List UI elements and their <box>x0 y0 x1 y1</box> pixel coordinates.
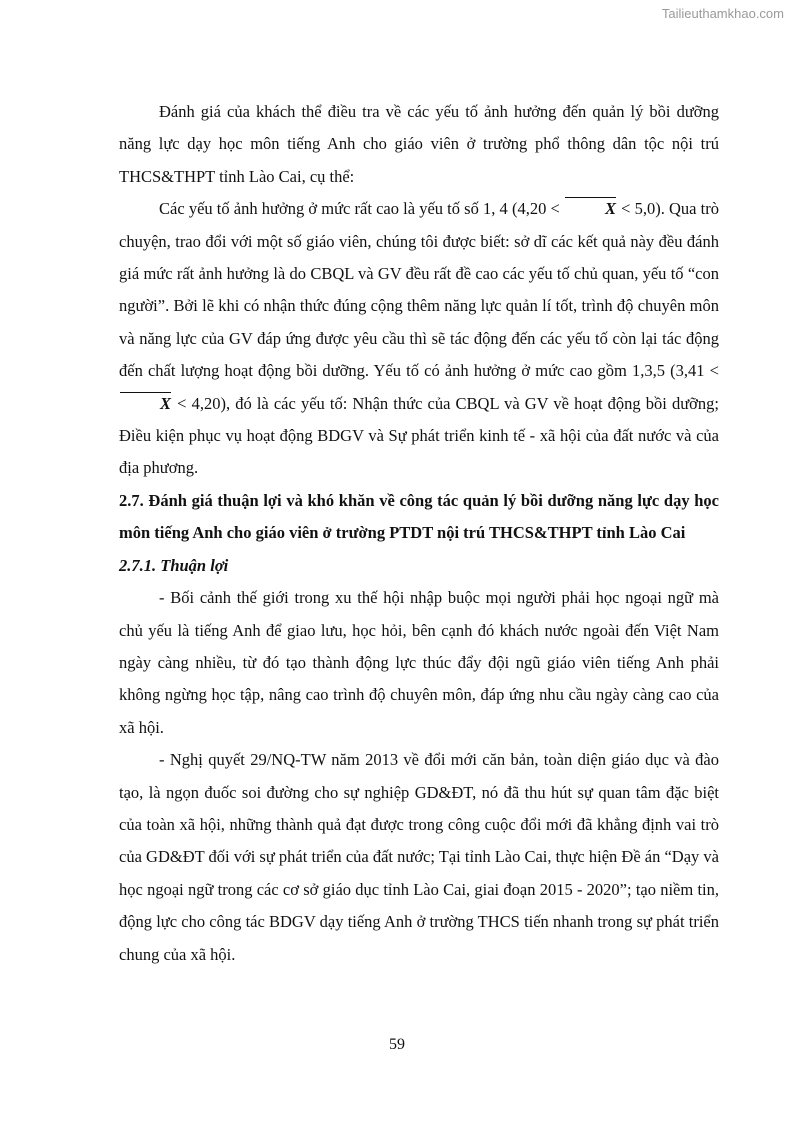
section-heading: 2.7. Đánh giá thuận lợi và khó khăn về công tác quản lý bồi dưỡng năng lực dạy học môn tiếng Anh cho giáo viên ở trường PTDT nội trú THCS&THPT tỉnh Lào Cai <box>119 490 719 543</box>
x-bar-symbol: X <box>564 193 617 225</box>
subsection-heading: 2.7.1. Thuận lợi <box>119 555 229 575</box>
paragraph-intro: Đánh giá của khách thể điều tra về các yếu tố ảnh hưởng đến quản lý bồi dưỡng năng lực dạy học môn tiếng Anh cho giáo viên ở trường phổ thông dân tộc nội trú THCS&THPT tỉnh Lào Cai, cụ thể: <box>119 102 719 186</box>
watermark: Tailieuthamkhao.com <box>661 6 784 21</box>
paragraph-factors-text-3: < 4,20), đó là các yếu tố: Nhận thức của CBQL và GV về hoạt động bồi dưỡng; Điều kiện phục vụ hoạt động BDGV và Sự phát triển kinh tế - xã hội của đất nước và của địa phương. <box>119 393 719 478</box>
paragraph-resolution: - Nghị quyết 29/NQ-TW năm 2013 về đổi mới căn bản, toàn diện giáo dục và đào tạo, là ngọn đuốc soi đường cho sự nghiệp GD&ĐT, nó đã thu hút sự quan tâm đặc biệt của toàn xã hội, những thành quả đạt được trong công cuộc đổi mới đã khẳng định vai trò của GD&ĐT đối với sự phát triển của đất nước; Tại tỉnh Lào Cai, thực hiện Đề án “Dạy và học ngoại ngữ trong các cơ sở giáo dục tỉnh Lào Cai, giai đoạn 2015 - 2020”; tạo niềm tin, động lực cho công tác BDGV dạy tiếng Anh ở trường THCS tiến nhanh trong sự phát triển chung của xã hội. <box>119 750 719 964</box>
x-bar-symbol-2: X <box>119 388 172 420</box>
paragraph-factors-text-1: Các yếu tố ảnh hưởng ở mức rất cao là yếu tố số 1, 4 (4,20 < <box>159 199 564 219</box>
document-body <box>119 96 719 971</box>
paragraph-factors <box>119 193 719 485</box>
paragraph-factors-text-2: < 5,0). Qua trò chuyện, trao đổi với một số giáo viên, chúng tôi được biết: sở dĩ các kết quả này đều đánh giá mức rất ảnh hưởng là do CBQL và GV đều rất đề cao các yếu tố chủ quan, yếu tố “con người”. Bởi lẽ khi có nhận thức đúng cộng thêm năng lực quản lí tốt, trình độ chuyên môn và năng lực của GV đáp ứng được yêu cầu thì sẽ tác động đến các yếu tố còn lại tác động đến chất lượng hoạt động bồi dưỡng. Yếu tố có ảnh hưởng ở mức cao gồm 1,3,5 (3,41 < <box>119 199 719 381</box>
paragraph-context: - Bối cảnh thế giới trong xu thế hội nhập buộc mọi người phải học ngoại ngữ mà chủ yếu là tiếng Anh để giao lưu, học hỏi, bên cạnh đó khách nước ngoài đến Việt Nam ngày càng nhiều, từ đó tạo thành động lực thúc đẩy đội ngũ giáo viên tiếng Anh phải không ngừng học tập, nâng cao trình độ chuyên môn, đáp ứng nhu cầu ngày càng cao của xã hội. <box>119 588 719 737</box>
page-number: 59 <box>389 1036 405 1053</box>
